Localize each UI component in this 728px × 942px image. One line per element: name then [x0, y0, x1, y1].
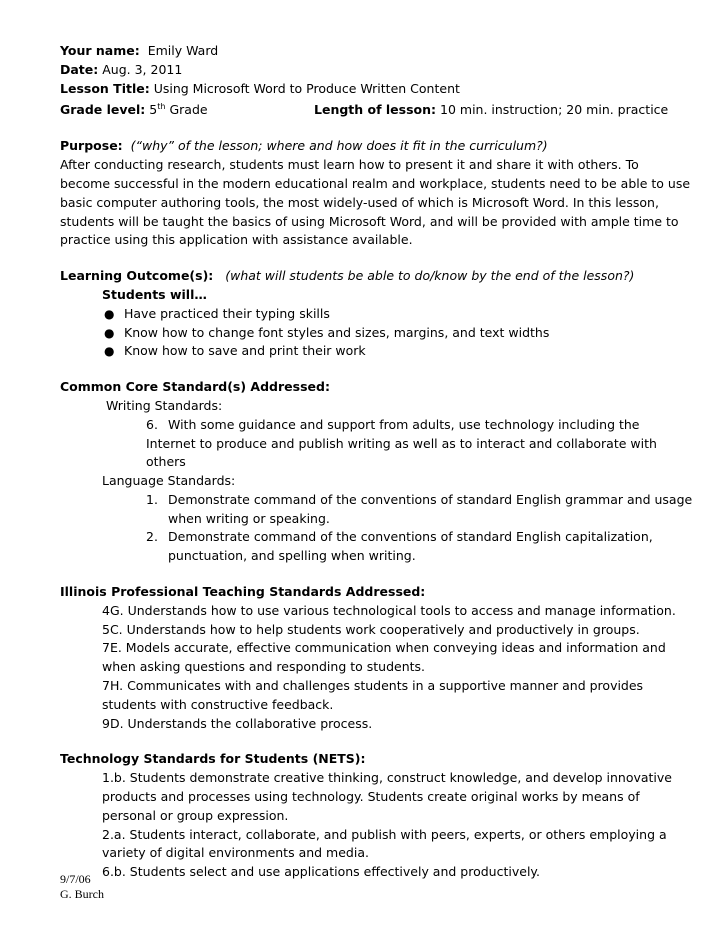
bullet-icon: ●	[104, 325, 115, 340]
ipts-line: 7E. Models accurate, effective communication when conveying ideas and information and	[102, 640, 666, 656]
length-label: Length of lesson:	[314, 102, 437, 118]
purpose-text-line: After conducting research, students must learn how to present it and share it with others. To	[60, 157, 639, 173]
nets-line: 6.b. Students select and use applications effectively and productively.	[102, 864, 541, 880]
name-value: Emily Ward	[147, 43, 219, 58]
grade-row	[60, 98, 668, 120]
purpose-hint: (“why” of the lesson; where and how does it fit in the curriculum?)	[130, 138, 548, 154]
writing-standard-number: 6.	[146, 416, 158, 432]
ipts-heading: Illinois Professional Teaching Standards Addressed:	[60, 584, 426, 600]
bullet-icon: ●	[104, 306, 115, 321]
grade-word: Grade	[169, 102, 208, 118]
purpose-text-line: practice using this application with assistance available.	[60, 232, 413, 248]
outcomes-heading-row	[60, 267, 668, 286]
outcome-text: Know how to change font styles and sizes, margins, and text widths	[124, 324, 550, 340]
ipts-line: 9D. Understands the collaborative process.	[102, 715, 373, 731]
writing-standards-label: Writing Standards:	[106, 397, 223, 413]
list-item	[60, 342, 668, 361]
nets-line: variety of digital environments and media.	[102, 845, 369, 861]
common-core-heading: Common Core Standard(s) Addressed:	[60, 379, 330, 395]
purpose-heading-row	[60, 137, 668, 156]
language-standard-continuation: when writing or speaking.	[168, 510, 330, 526]
nets-line: personal or group expression.	[102, 807, 289, 823]
length-value: 10 min. instruction; 20 min. practice	[440, 102, 669, 118]
nets-line: products and processes using technology. Students create original works by means of	[102, 789, 640, 805]
name-row	[60, 42, 668, 61]
ipts-line: 7H. Communicates with and challenges students in a supportive manner and provides	[102, 678, 644, 694]
language-standard-continuation: punctuation, and spelling when writing.	[168, 548, 416, 564]
lesson-title-row	[60, 80, 668, 99]
footer-author: G. Burch	[60, 887, 104, 901]
lesson-title-value: Using Microsoft Word to Produce Written Content	[153, 80, 460, 96]
ipts-line: 5C. Understands how to help students work cooperatively and productively in groups.	[102, 621, 640, 637]
writing-standard-text: With some guidance and support from adults, use technology including the	[168, 416, 640, 432]
footer-date: 9/7/06	[60, 872, 91, 886]
ipts-line: 4G. Understands how to use various technological tools to access and manage information.	[102, 602, 676, 618]
grade-label: Grade level:	[60, 102, 146, 118]
outcomes-hint: (what will students be able to do/know by the end of the lesson?)	[225, 268, 635, 284]
purpose-label: Purpose:	[60, 138, 123, 154]
ipts-line: when asking questions and responding to students.	[102, 659, 426, 675]
nets-line: 1.b. Students demonstrate creative thinking, construct knowledge, and develop innovative	[102, 770, 672, 786]
writing-standard-line: others	[146, 454, 186, 470]
page-footer	[60, 872, 104, 902]
nets-heading: Technology Standards for Students (NETS):	[60, 751, 366, 767]
date-label: Date:	[60, 61, 99, 77]
ipts-line: students with constructive feedback.	[102, 696, 334, 712]
language-standard-item	[60, 528, 668, 547]
language-standard-text: Demonstrate command of the conventions of standard English grammar and usage	[168, 491, 693, 507]
grade-suffix: th	[157, 102, 166, 112]
writing-standard-line	[60, 416, 668, 435]
outcome-text: Have practiced their typing skills	[124, 305, 330, 321]
language-standard-text: Demonstrate command of the conventions of standard English capitalization,	[168, 529, 653, 545]
outcomes-intro: Students will…	[102, 286, 207, 302]
writing-standard-line: Internet to produce and publish writing as well as to interact and collaborate with	[146, 435, 657, 451]
purpose-text-line: basic computer authoring tools, the most widely-used of which is Microsoft Word. In this lesson,	[60, 194, 659, 210]
nets-line: 2.a. Students interact, collaborate, and publish with peers, experts, or others employing a	[102, 826, 667, 842]
language-standard-number: 1.	[146, 491, 158, 507]
list-item	[60, 305, 668, 324]
lesson-title-label: Lesson Title:	[60, 80, 150, 96]
name-label: Your name:	[60, 43, 140, 58]
bullet-icon: ●	[104, 344, 115, 359]
purpose-text-line: students will be taught the basics of using Microsoft Word, and will be provided with ample time to	[60, 213, 679, 229]
language-standard-item	[60, 491, 693, 510]
date-row	[60, 61, 668, 80]
language-standard-number: 2.	[146, 529, 158, 545]
date-value: Aug. 3, 2011	[102, 61, 183, 77]
language-standards-label: Language Standards:	[102, 473, 236, 489]
grade-number: 5	[149, 102, 158, 118]
purpose-text-line: become successful in the modern educational realm and workplace, students need to be able to use	[60, 175, 691, 191]
outcome-text: Know how to save and print their work	[124, 343, 366, 359]
outcomes-label: Learning Outcome(s):	[60, 268, 214, 284]
list-item	[60, 324, 668, 343]
